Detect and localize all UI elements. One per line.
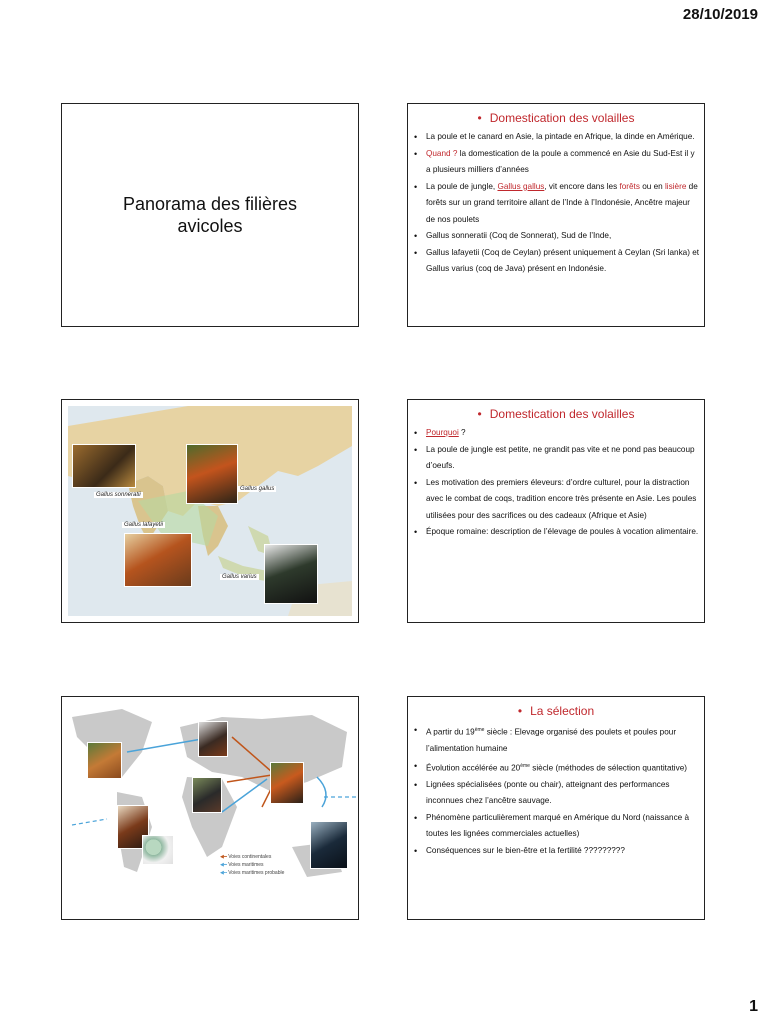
- highlight-text: Quand ?: [426, 148, 458, 158]
- bullet-item: • La poule et le canard en Asie, la pintade en Afrique, la dinde en Amérique.: [412, 129, 700, 146]
- slide-heading: • Domestication des volailles: [408, 407, 704, 421]
- legend-maritime: ◀━ Voies maritimes: [220, 862, 264, 868]
- gallus-lafayetii-photo: [124, 533, 192, 587]
- bullet-item: • Les motivation des premiers éleveurs: d’ordre culturel, pour la distraction avec le combat de coqs, tradition encore très présente en Asie. Les poules utilisées pour des sacrifices ou des cadeaux (Afrique et Asie): [412, 475, 700, 525]
- eggs-photo: [142, 835, 174, 865]
- map-legend: [220, 853, 284, 877]
- gallus-sonneratii-photo: [72, 444, 136, 488]
- label-gallus-sonneratii: Gallus sonneratii: [96, 492, 141, 498]
- bullet-item: • Quand ? la domestication de la poule a commencé en Asie du Sud-Est il y a plusieurs milliers d’années: [412, 146, 700, 179]
- label-gallus-lafayetii: Gallus lafayetii: [124, 522, 164, 528]
- gallus-varius-photo: [264, 544, 318, 604]
- slide-species-map: [61, 399, 359, 623]
- bullet-item: • Conséquences sur le bien-être et la fertilité ?????????: [412, 843, 700, 860]
- document-date: 28/10/2019: [682, 6, 758, 23]
- gallus-gallus-photo: [186, 444, 238, 504]
- page-number: 1: [749, 998, 758, 1015]
- label-gallus-gallus: Gallus gallus: [240, 486, 275, 492]
- bullet-item: • A partir du 19ème siècle : Elevage organisé des poulets et poules pour l’alimentation humaine: [412, 722, 700, 758]
- bullet-item: • Gallus lafayetii (Coq de Ceylan) présent uniquement à Ceylan (Sri lanka) et Gallus varius (coq de Java) présent en Indonésie.: [412, 245, 700, 278]
- slide-world-map: [61, 696, 359, 920]
- slide-heading: • Domestication des volailles: [408, 111, 704, 125]
- bullet-item: • Évolution accélérée au 20ème siècle (méthodes de sélection quantitative): [412, 758, 700, 777]
- bullet-item: • Gallus sonneratii (Coq de Sonnerat), Sud de l’Inde,: [412, 228, 700, 245]
- slide-selection: [407, 696, 705, 920]
- slide-heading: • La sélection: [408, 704, 704, 718]
- bullet-item: • Époque romaine: description de l’élevage de poules à vocation alimentaire.: [412, 524, 700, 541]
- pourquoi-link[interactable]: Pourquoi: [426, 428, 459, 437]
- slide-domestication-1: [407, 103, 705, 327]
- chicken-photo-africa: [192, 777, 222, 813]
- chicken-photo-america: [87, 742, 122, 779]
- slide-title: [61, 103, 359, 327]
- bullet-list: [408, 722, 704, 859]
- label-gallus-varius: Gallus varius: [222, 574, 257, 580]
- bullet-list: [408, 425, 704, 541]
- bullet-item: • Lignées spécialisées (ponte ou chair), atteignant des performances inconnues chez l’ancêtre sauvage.: [412, 777, 700, 810]
- bullet-item: • Phénomène particulièrement marqué en Amérique du Nord (naissance à toutes les lignées commerciales actuelles): [412, 810, 700, 843]
- species-link[interactable]: Gallus gallus: [497, 181, 545, 191]
- bullet-item: • La poule de jungle, Gallus gallus, vit encore dans les forêts ou en lisière de forêts sur un grand territoire allant de l’Inde à l’Indonésie, Ancêtre majeur de nos poulets: [412, 179, 700, 229]
- asia-map: [68, 406, 352, 616]
- presentation-title: Panorama des filières avicoles: [122, 194, 298, 236]
- chicken-photo-europe: [198, 721, 228, 757]
- legend-maritime-probable: ◀╍ Voies maritimes probable: [220, 870, 285, 876]
- chicken-photo-asia: [270, 762, 304, 804]
- bullet-item: • La poule de jungle est petite, ne grandit pas vite et ne pond pas beaucoup d’oeufs.: [412, 442, 700, 475]
- chicken-photo-indonesia: [310, 821, 348, 869]
- bullet-list: [408, 129, 704, 278]
- slide-domestication-2: [407, 399, 705, 623]
- legend-continental: ◀━ Voies continentales: [220, 854, 272, 860]
- bullet-item: • Pourquoi ?: [412, 425, 700, 442]
